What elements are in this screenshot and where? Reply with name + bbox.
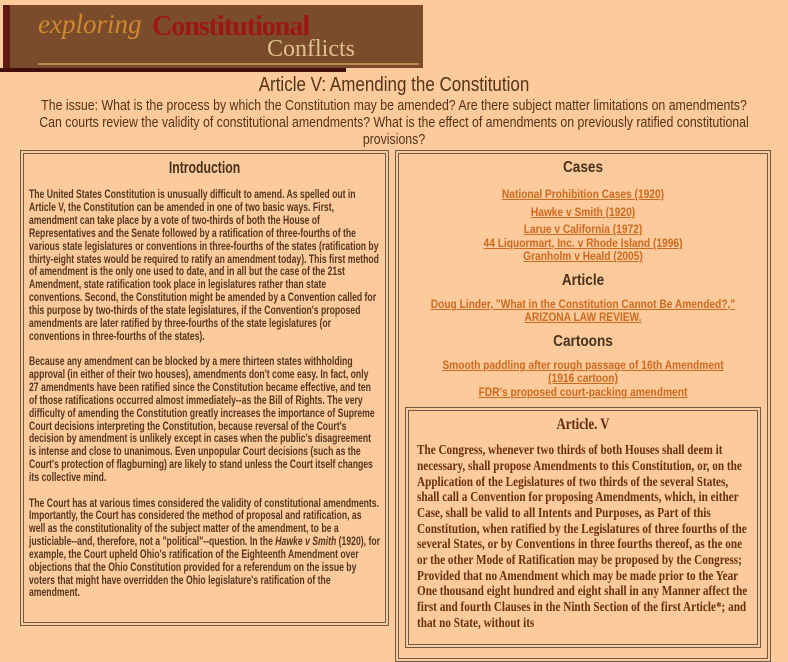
case-name-italic: Hawke v Smith [275,534,337,549]
article-link-line-1: Doug Linder, "What in the Constitution Cannot Be Amended?," [430,296,736,311]
article-v-box [405,407,761,647]
cartoon-link-line-1: Smooth paddling after rough passage of 16th Amendment [442,357,724,372]
site-banner [3,5,423,68]
introduction-box-inner [23,153,386,623]
introduction-paragraph-3 [29,497,380,600]
cartoons-link-list [404,359,762,400]
introduction-box [20,150,389,626]
introduction-paragraph-2: Because any amendment can be blocked by a mere thirteen states withholding approval (in either of their two houses), amendments don't come easy. In fact, only 27 amendments have been ratified since the Constitution became effective, and ten of those ratifications occurred almost immediately--as the Bill of Rights. The very difficulty of amending the Constitution greatly increases the importance of Supreme Court decisions interpreting the Constitution, because reversal of the Court's decision by amendment is unlikely except in cases when the public's disagreement is intense and close to unanimous. Even unpopular Court decisions (such as the Court's protection of flagburning) are likely to stand unless the Court itself changes its collective mind. [29,354,375,484]
article-v-box-inner [408,410,758,644]
case-link-national-prohibition[interactable]: National Prohibition Cases (1920) [501,187,665,202]
paragraph-3-text: The Court has at various times considered the validity of constitutional amendments. Importantly, the Court has considered the method of proposal and ratification, as well as the constitutionality of the subject matter of the amendment, to be a justiciable--and, therefore, not a "political"--question. In the [29,495,379,549]
resources-box [395,150,771,661]
article-v-content [417,416,749,631]
article-v-heading: Article. V [556,416,610,434]
banner-word-exploring: exploring [38,9,142,39]
page-title: Article V: Amending the Constitution [258,74,530,96]
resources-content [404,159,762,399]
cartoon-link-smooth-paddling[interactable] [404,359,762,386]
article-v-text: The Congress, whenever two thirds of both Houses shall deem it necessary, shall propose Amendments to this Constitution, or, on the Application of the Legislatures of two thirds of the several States, shall call a Convention for proposing Amendments, which, in either Case, shall be valid to all Intents and Purposes, as Part of this Constitution, when ratified by the Legislatures of three fourths of the several States, or by Conventions in three fourths thereof, as the one or the other Mode of Ratification may be proposed by the Congress; Provided that no Amendment which may be made prior to the Year One thousand eight hundred and eight shall in any Manner affect the first and fourth Clauses in the Ninth Section of the first Article*; and that no State, without its [417,443,748,631]
banner-word-conflicts: Conflicts [267,36,355,62]
banner-word-constitutional: Constitutional [152,11,310,42]
case-link-larue-v-california[interactable]: Larue v California (1972) [523,222,643,237]
case-link-granholm-v-heald[interactable]: Granholm v Heald (2005) [523,249,643,264]
article-heading: Article [561,271,605,289]
banner-bottom-strip [0,68,346,72]
article-link-line-2: ARIZONA LAW REVIEW. [524,310,642,325]
introduction-paragraph-1: The United States Constitution is unusually difficult to amend. As spelled out in Article V, the Constitution can be amended in one of two basic ways. First, amendment can take place by a vote of two-thirds of both the House of Representatives and the Senate followed by a ratification of three-fourths of the various state legislatures or conventions in three-fourths of the states (ratification by thirty-eight states would be required to ratify an amendment today). This first method of amendment is the only one used to date, and in all but the case of the 21st Amendment, state ratification took place in legislatures rather than state conventions. Second, the Constitution might be amended by a Convention called for this purpose by two-thirds of the state legislatures, if the Convention's proposed amendments are later ratified by three-fourths of the state legislatures (or conventions in three-fourths of the states). [29,187,379,343]
content-columns [20,150,771,661]
cartoon-link-line-2: (1916 cartoon) [548,371,618,386]
page-subtitle: The issue: What is the process by which the Constitution may be amended? Are there subject matter limitations on amendments? Can courts review the validity of constitutional amendments? What is the effect of amendments on previously ratified constitutional provisions? [39,98,749,148]
cartoons-heading: Cartoons [553,332,613,350]
article-link-list [404,298,762,325]
cases-link-list [404,188,762,264]
introduction-content [29,158,380,599]
introduction-heading: Introduction [168,158,241,178]
resources-box-inner [398,153,768,658]
article-link-doug-linder[interactable] [404,298,762,325]
paragraph-3-text-end: (1920), for example, the Court upheld Ohio's ratification of the Eighteenth Amendment over objections that the Ohio Constitution provided for a referendum on the issue by voters that might have overridden the Ohio legislature's ratification of the amendment. [29,534,380,600]
cases-heading: Cases [562,159,604,177]
cartoon-link-fdr-court-packing[interactable]: FDR's proposed court-packing amendment [478,384,688,399]
banner-underline [38,63,419,65]
case-link-44-liquormart[interactable]: 44 Liquormart, Inc. v Rhode Island (1996) [483,235,683,250]
case-link-hawke-v-smith[interactable]: Hawke v Smith (1920) [530,204,636,219]
